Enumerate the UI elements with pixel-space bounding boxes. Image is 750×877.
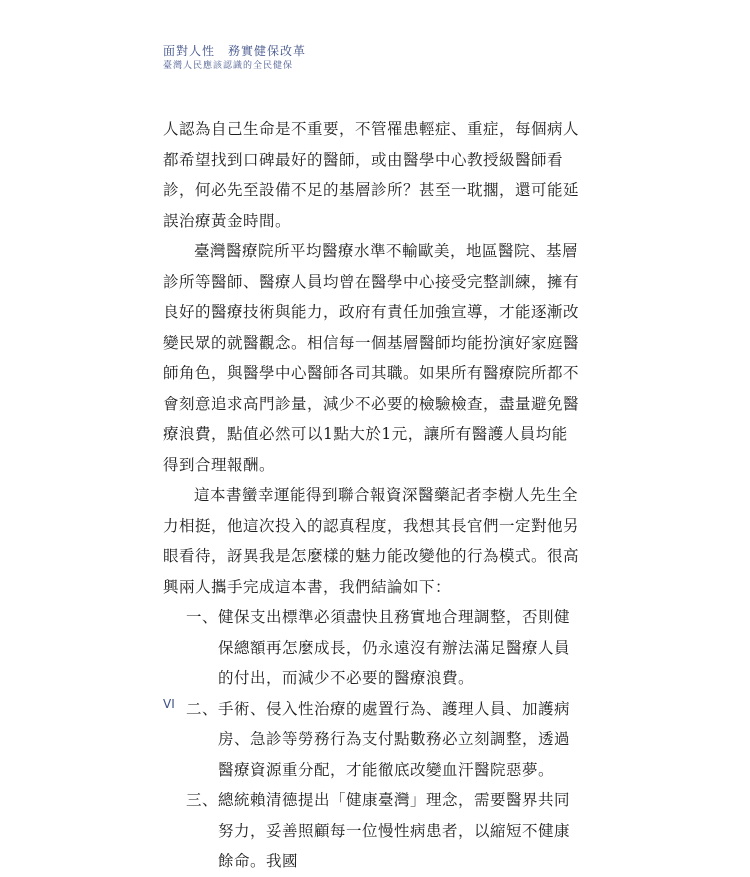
list-item-text: 健保支出標準必須盡快且務實地合理調整，否則健保總額再怎麼成長，仍永遠沒有辦法滿足醫療人員的付出，而減少不必要的醫療浪費。 xyxy=(218,608,571,687)
running-head-subtitle: 臺灣人民應該認識的全民健保 xyxy=(163,61,294,71)
list-item-text: 手術、侵入性治療的處置行為、護理人員、加護病房、急診等勞務行為支付點數務必立刻調整，透過醫療資源重分配，才能徹底改變血汗醫院惡夢。 xyxy=(218,699,571,779)
list-item-text: 總統賴清德提出「健康臺灣」理念，需要醫界共同努力，妥善照顧每一位慢性病患者，以縮短不健康餘命。我國 xyxy=(218,791,571,870)
paragraph-1: 人認為自己生命是不重要，不管罹患輕症、重症，每個病人都希望找到口碑最好的醫師，或由醫學中心教授級醫師看診，何必先至設備不足的基層診所？甚至一耽擱，還可能延誤治療黃金時間。 xyxy=(163,120,580,230)
list-item-number: 二、 xyxy=(185,699,218,718)
paragraph-3: 這本書蠻幸運能得到聯合報資深醫藥記者李樹人先生全力相挺，他這次投入的認真程度，我想其長官們一定對他另眼看待，訝異我是怎麼樣的魅力能改變他的行為模式。很高興兩人攜手完成這本書，我們結論如下： xyxy=(163,486,580,596)
list-item xyxy=(163,602,583,694)
list-item xyxy=(163,694,583,786)
conclusion-list xyxy=(163,602,583,877)
running-head-title: 面對人性 務實健保改革 xyxy=(163,44,307,58)
running-head xyxy=(163,43,306,73)
body-text xyxy=(163,114,583,877)
list-item-number: 一、 xyxy=(185,608,218,626)
page-number: VI xyxy=(163,697,175,711)
list-item-number: 三、 xyxy=(185,791,218,809)
list-item xyxy=(163,785,583,877)
paragraph-2: 臺灣醫療院所平均醫療水準不輸歐美，地區醫院、基層診所等醫師、醫療人員均曾在醫學中心接受完整訓練，擁有良好的醫療技術與能力，政府有責任加強宣導，才能逐漸改變民眾的就醫觀念。相信每一個基層醫師均能扮演好家庭醫師角色，與醫學中心醫師各司其職。如果所有醫療院所都不會刻意追求高門診量，減少不必要的檢驗檢查，盡量避免醫療浪費，點值必然可以1點大於1元，讓所有醫護人員均能得到合理報酬。 xyxy=(163,242,580,474)
